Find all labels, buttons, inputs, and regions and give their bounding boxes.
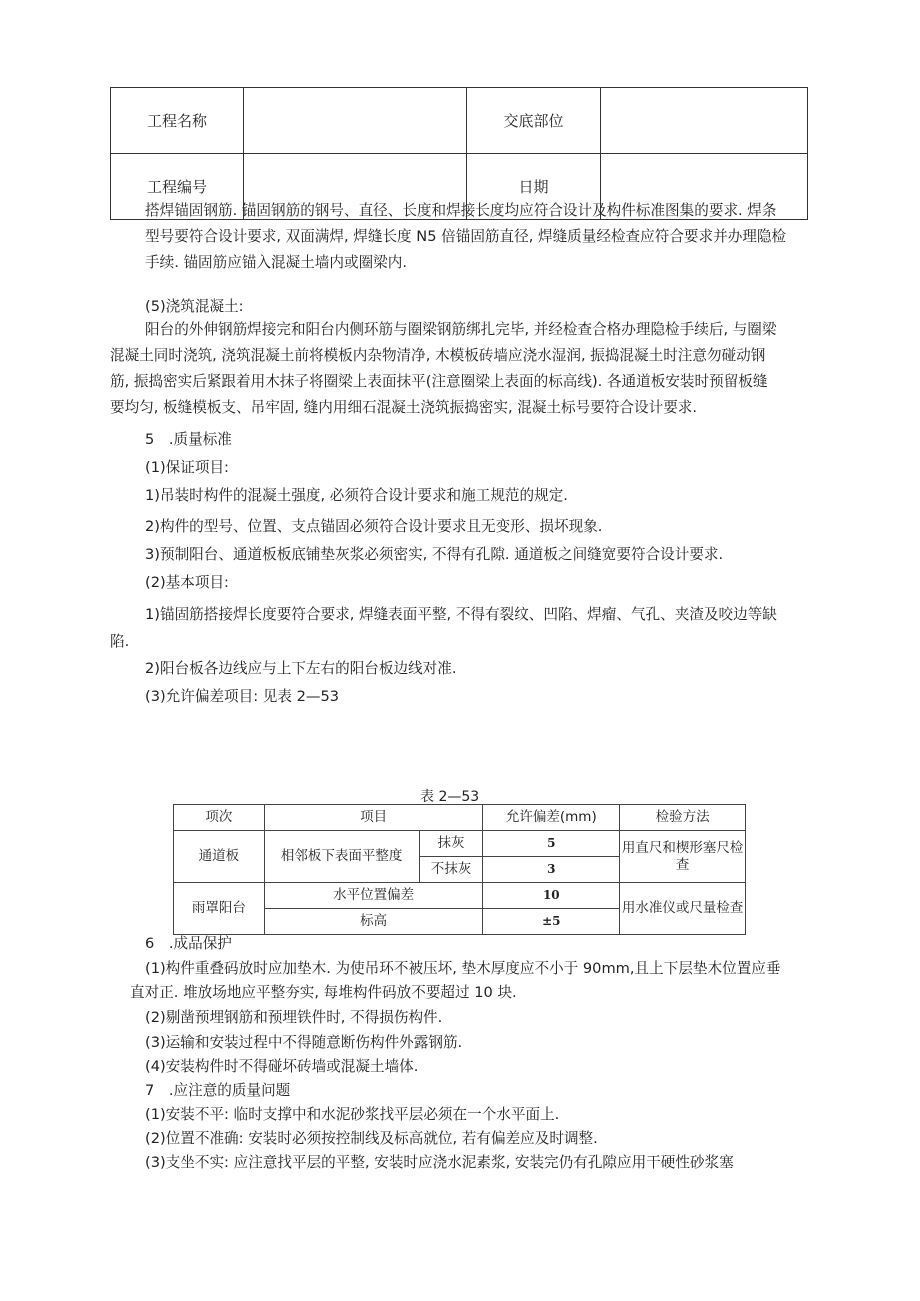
row-subitem: 不抹灰: [419, 857, 483, 883]
handover-part-value: [601, 88, 808, 154]
row-value: 3: [483, 857, 620, 883]
paragraph-line: 要均匀, 板缝模板支、吊牢固, 缝内用细石混凝土浇筑振捣密实, 混凝土标号要符合设计要求.: [110, 399, 698, 416]
row-item: 水平位置偏差: [264, 883, 483, 909]
handover-part-label: 交底部位: [467, 88, 601, 154]
col-header: 项次: [174, 805, 265, 831]
header-table: [110, 87, 808, 220]
col-header: 检验方法: [620, 805, 746, 831]
paragraph-line: 搭焊锚固钢筋. 锚固钢筋的钢号、直径、长度和焊接长度均应符合设计及构件标准图集的要求. 焊条: [145, 202, 777, 219]
paragraph-line: 陷.: [110, 633, 130, 650]
paragraph-line: (2)剔凿预埋钢筋和预埋铁件时, 不得损伤构件.: [145, 1009, 443, 1026]
tolerance-table: [173, 804, 746, 935]
paragraph-line: (1)保证项目:: [145, 459, 229, 476]
paragraph-line: 筋, 振捣密实后紧跟着用木抹子将圈梁上表面抹平(注意圈梁上表面的标高线). 各通道板安装时预留板缝: [110, 373, 768, 390]
paragraph-line: (1)构件重叠码放时应加垫木. 为使吊环不被压坏, 垫木厚度应不小于 90mm,且上下层垫木位置应垂: [145, 960, 781, 977]
paragraph-line: 型号要符合设计要求, 双面满焊, 焊缝长度 N5 倍锚固筋直径, 焊缝质量经检查应符合要求并办理隐检: [145, 228, 787, 245]
paragraph-line: 直对正. 堆放场地应平整夯实, 每堆构件码放不要超过 10 块.: [130, 984, 517, 1001]
section-heading: 7 .应注意的质量问题: [145, 1082, 291, 1099]
row-subitem: 抹灰: [419, 831, 483, 857]
row-method: 用直尺和楔形塞尺检查: [620, 831, 746, 883]
project-no-label: 工程编号: [111, 154, 244, 220]
paragraph-line: (4)安装构件时不得碰坏砖墙或混凝土墙体.: [145, 1058, 419, 1075]
paragraph-line: 1)锚固筋搭接焊长度要符合要求, 焊缝表面平整, 不得有裂纹、凹陷、焊瘤、气孔、夹渣及咬边等缺: [145, 606, 777, 623]
paragraph-line: 2)阳台板各边线应与上下左右的阳台板边线对准.: [145, 660, 457, 677]
paragraph-line: 手续. 锚固筋应锚入混凝土墙内或圈梁内.: [145, 254, 408, 271]
paragraph-line: 2)构件的型号、位置、支点锚固必须符合设计要求且无变形、损坏现象.: [145, 518, 603, 535]
paragraph-line: (2)位置不准确: 安装时必须按控制线及标高就位, 若有偏差应及时调整.: [145, 1130, 598, 1147]
paragraph-line: 混凝土同时浇筑, 浇筑混凝土前将模板内杂物清净, 木模板砖墙应浇水湿润, 振捣混凝土时注意勿碰动钢: [110, 347, 766, 364]
paragraph-line: 1)吊装时构件的混凝土强度, 必须符合设计要求和施工规范的规定.: [145, 487, 568, 504]
paragraph-line: (3)运输和安装过程中不得随意断伤构件外露钢筋.: [145, 1034, 463, 1051]
row-item: 相邻板下表面平整度: [264, 831, 419, 883]
paragraph-line: (3)允许偏差项目: 见表 2—53: [145, 688, 340, 705]
paragraph-line: 阳台的外伸钢筋焊接完和阳台内侧环筋与圈梁钢筋绑扎完毕, 并经检查合格办理隐检手续后, 与圈梁: [145, 321, 777, 338]
project-name-value: [244, 88, 467, 154]
row-method: 用水准仪或尺量检查: [620, 883, 746, 935]
table-caption: 表 2—53: [420, 789, 480, 805]
col-header: 允许偏差(mm): [483, 805, 620, 831]
project-name-label: 工程名称: [111, 88, 244, 154]
date-label: 日期: [467, 154, 601, 220]
row-category: 雨罩阳台: [174, 883, 265, 935]
paragraph-line: (2)基本项目:: [145, 574, 229, 591]
col-header: 项目: [264, 805, 483, 831]
paragraph-line: (3)支坐不实: 应注意找平层的平整, 安装时应浇水泥素浆, 安装完仍有孔隙应用干硬性砂浆塞: [145, 1154, 734, 1171]
paragraph-line: 3)预制阳台、通道板板底铺垫灰浆必须密实, 不得有孔隙. 通道板之间缝宽要符合设计要求.: [145, 546, 724, 563]
section-heading: 6 .成品保护: [145, 935, 232, 952]
row-category: 通道板: [174, 831, 265, 883]
row-value: 5: [483, 831, 620, 857]
section-heading: 5 .质量标准: [145, 431, 232, 448]
row-value: ±5: [483, 909, 620, 935]
section-heading: (5)浇筑混凝土:: [145, 298, 244, 315]
row-value: 10: [483, 883, 620, 909]
row-item: 标高: [264, 909, 483, 935]
paragraph-line: (1)安装不平: 临时支撑中和水泥砂浆找平层必须在一个水平面上.: [145, 1106, 560, 1123]
